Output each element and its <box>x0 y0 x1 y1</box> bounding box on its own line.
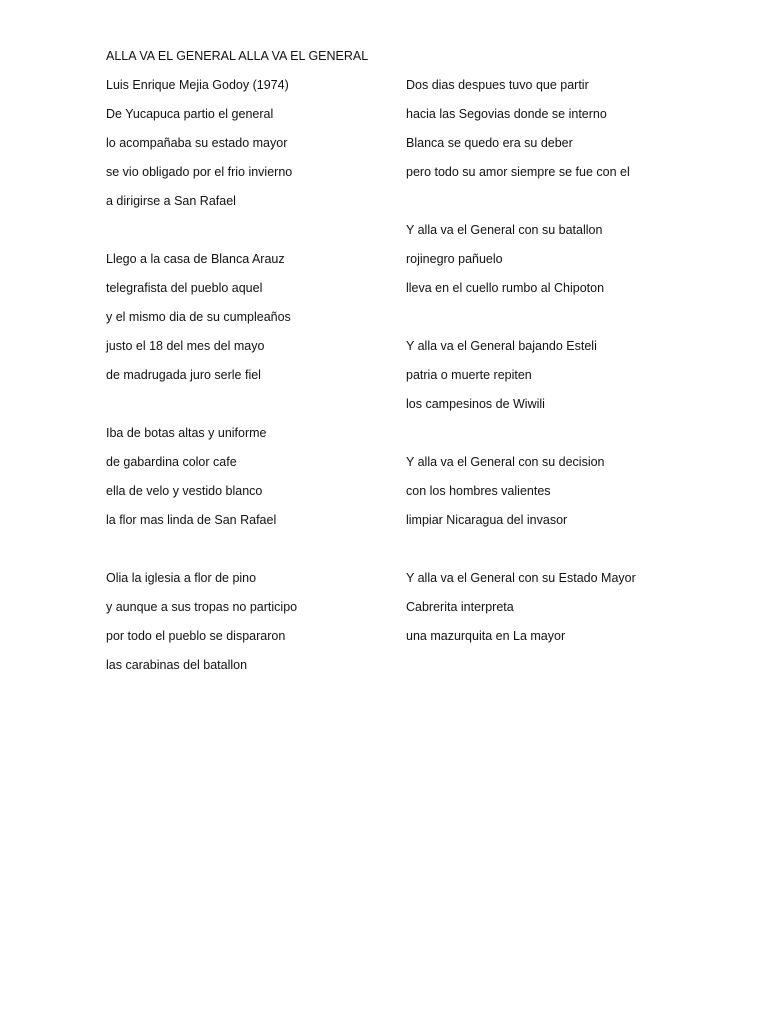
lyric-line: Blanca se quedo era su deber <box>406 136 573 150</box>
blank-line <box>106 396 386 425</box>
lyric-line: justo el 18 del mes del mayo <box>106 339 265 353</box>
lyric-line: las carabinas del batallon <box>106 658 248 672</box>
left-column <box>106 77 386 686</box>
right-column <box>406 77 706 657</box>
lyric-line: Luis Enrique Mejia Godoy (1974) <box>106 78 289 92</box>
lyric-line: por todo el pueblo se dispararon <box>106 629 286 643</box>
lyric-line: pero todo su amor siempre se fue con el <box>406 165 630 179</box>
lyric-line: Dos dias despues tuvo que partir <box>406 78 589 92</box>
lyric-line: los campesinos de Wiwili <box>406 397 545 411</box>
lyric-line: telegrafista del pueblo aquel <box>106 281 263 295</box>
lyric-line: con los hombres valientes <box>406 484 551 498</box>
lyric-line: la flor mas linda de San Rafael <box>106 513 277 527</box>
lyric-line: de gabardina color cafe <box>106 455 237 469</box>
lyric-line: hacia las Segovias donde se interno <box>406 107 607 121</box>
lyric-line: lo acompañaba su estado mayor <box>106 136 288 150</box>
lyric-line: patria o muerte repiten <box>406 368 532 382</box>
lyric-line: Y alla va el General con su decision <box>406 455 605 469</box>
lyric-line: Y alla va el General con su Estado Mayor <box>406 571 636 585</box>
lyric-line: Iba de botas altas y uniforme <box>106 426 267 440</box>
lyric-line: lleva en el cuello rumbo al Chipoton <box>406 281 605 295</box>
song-title: ALLA VA EL GENERAL ALLA VA EL GENERAL <box>106 49 369 63</box>
lyric-line: de madrugada juro serle fiel <box>106 368 261 382</box>
blank-line <box>106 222 386 251</box>
blank-line <box>406 425 706 454</box>
lyric-line: Llego a la casa de Blanca Arauz <box>106 252 285 266</box>
lyric-line: De Yucapuca partio el general <box>106 107 274 121</box>
lyric-line: se vio obligado por el frio invierno <box>106 165 293 179</box>
lyric-line: Cabrerita interpreta <box>406 600 514 614</box>
blank-line <box>406 541 706 570</box>
lyric-line: y aunque a sus tropas no participo <box>106 600 298 614</box>
lyric-line: Y alla va el General bajando Esteli <box>406 339 597 353</box>
blank-line <box>406 193 706 222</box>
lyric-line: a dirigirse a San Rafael <box>106 194 236 208</box>
lyric-line: Y alla va el General con su batallon <box>406 223 603 237</box>
blank-line <box>106 541 386 570</box>
lyric-line: rojinegro pañuelo <box>406 252 503 266</box>
lyric-line: limpiar Nicaragua del invasor <box>406 513 568 527</box>
lyric-line: ella de velo y vestido blanco <box>106 484 263 498</box>
blank-line <box>406 309 706 338</box>
lyric-line: y el mismo dia de su cumpleaños <box>106 310 291 324</box>
lyric-line: una mazurquita en La mayor <box>406 629 566 643</box>
lyric-line: Olia la iglesia a flor de pino <box>106 571 257 585</box>
